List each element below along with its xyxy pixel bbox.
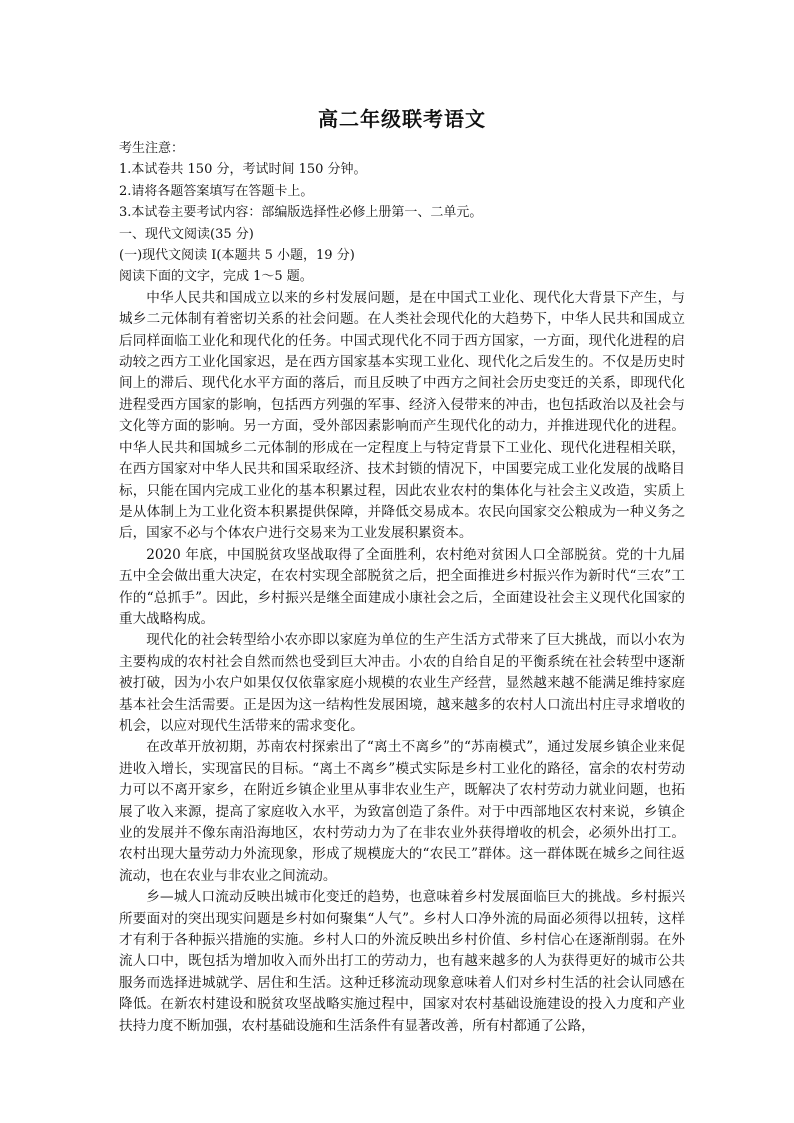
section-heading: 一、现代文阅读(35 分) <box>119 226 254 242</box>
subsection-heading: (一)现代文阅读 I(本题共 5 小题，19 分) <box>119 248 355 264</box>
exam-page <box>119 105 685 1037</box>
passage-paragraph: 中华人民共和国成立以来的乡村发展问题，是在中国式工业化、现代化大背景下产生，与城乡二元体制有着密切关系的社会问题。在人类社会现代化的大趋势下，中华人民共和国成立后同样面临工业化和现代化的任务。中国式现代化不同于西方国家，一方面，现代化进程的启动较之西方工业化国家迟，是在西方国家基本实现工业化、现代化之后发生的。不仅是历史时间上的滞后、现代化水平方面的落后，而且反映了中西方之间社会历史变迁的关系，即现代化进程受西方国家的影响，包括西方列强的军事、经济入侵带来的冲击，也包括政治以及社会与文化等方面的影响。另一方面，受外部因素影响而产生现代化的动力，并推进现代化的进程。中华人民共和国城乡二元体制的形成在一定程度上与特定背景下工业化、现代化进程相关联，在西方国家对中华人民共和国采取经济、技术封锁的情况下，中国要完成工业化发展的战略目标，只能在国内完成工业化的基本积累过程，因此农业农村的集体化与社会主义改造，实质上是从体制上为工业化资本积累提供保障，并降低交易成本。农民向国家交公粮成为一种义务之后，国家不必与个体农户进行交易来为工业发展积累资本。 <box>119 289 685 542</box>
reading-instruction: 阅读下面的文字，完成 1～5 题。 <box>119 269 313 285</box>
notice-item: 1.本试卷共 150 分，考试时间 150 分钟。 <box>119 162 367 178</box>
exam-title: 高二年级联考语文 <box>318 107 486 131</box>
passage-paragraph: 2020 年底，中国脱贫攻坚战取得了全面胜利，农村绝对贫困人口全部脱贫。党的十九届五中全会做出重大决定，在农村实现全部脱贫之后，把全面推进乡村振兴作为新时代“三农”工作的“总抓手”。因此，乡村振兴是继全面建成小康社会之后，全面建设社会主义现代化国家的重大战略构成。 <box>119 546 685 627</box>
notice-item: 2.请将各题答案填写在答题卡上。 <box>119 183 314 199</box>
passage-paragraph: 在改革开放初期，苏南农村探索出了“离土不离乡”的“苏南模式”，通过发展乡镇企业来促进收入增长，实现富民的目标。“离土不离乡”模式实际是乡村工业化的路径，富余的农村劳动力可以不离开家乡，在附近乡镇企业里从事非农业生产，既解决了农村劳动力就业问题，也拓展了收入来源，提高了家庭收入水平，为致富创造了条件。对于中西部地区农村来说，乡镇企业的发展并不像东南沿海地区，农村劳动力为了在非农业外获得增收的机会，必须外出打工。农村出现大量劳动力外流现象，形成了规模庞大的“农民工”群体。这一群体既在城乡之间往返流动，也在农业与非农业之间流动。 <box>119 739 685 884</box>
passage-paragraph: 乡—城人口流动反映出城市化变迁的趋势，也意味着乡村发展面临巨大的挑战。乡村振兴所要面对的突出现实问题是乡村如何聚集“人气”。乡村人口净外流的局面必须得以扭转，这样才有利于各种振兴措施的实施。乡村人口的外流反映出乡村价值、乡村信心在逐渐削弱。在外流人口中，既包括为增加收入而外出打工的劳动力，也有越来越多的人为获得更好的城市公共服务而选择进城就学、居住和生活。这种迁移流动现象意味着人们对乡村生活的社会认同感在降低。在新农村建设和脱贫攻坚战略实施过程中，国家对农村基础设施建设的投入力度和产业扶持力度不断加强，农村基础设施和生活条件有显著改善，所有村都通了公路， <box>119 889 685 1034</box>
notice-item: 3.本试卷主要考试内容：部编版选择性必修上册第一、二单元。 <box>119 205 483 221</box>
passage-paragraph: 现代化的社会转型给小农亦即以家庭为单位的生产生活方式带来了巨大挑战，而以小农为主要构成的农村社会自然而然也受到巨大冲击。小农的自给自足的平衡系统在社会转型中逐渐被打破，因为小农户如果仅仅依靠家庭小规模的农业生产经营，显然越来越不能满足维持家庭基本社会生活需要。正是因为这一结构性发展困境，越来越多的农村人口流出村庄寻求增收的机会，以应对现代生活带来的需求变化。 <box>119 632 685 734</box>
notice-heading: 考生注意： <box>119 141 185 156</box>
